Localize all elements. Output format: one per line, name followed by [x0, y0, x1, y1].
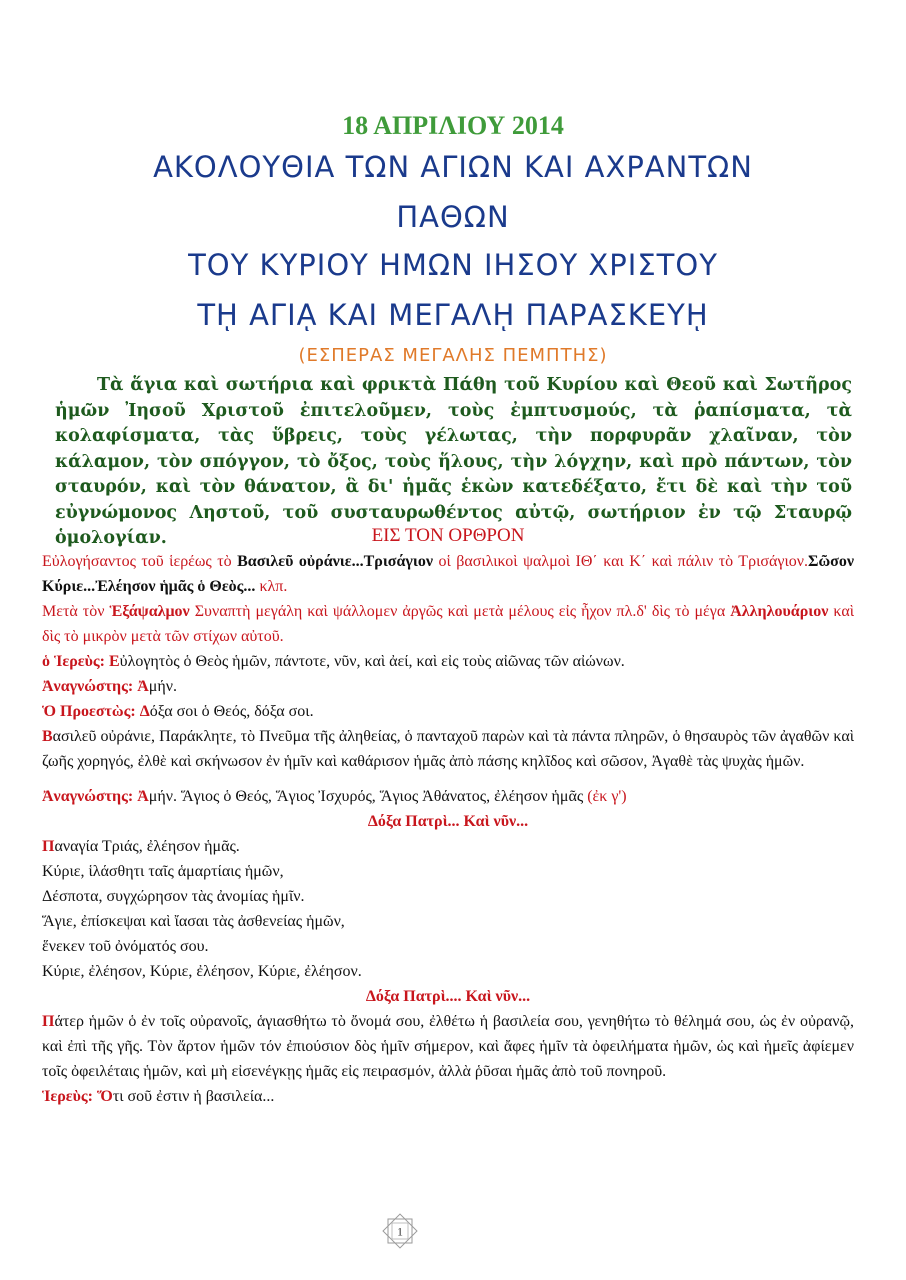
dialogue-presider — [42, 699, 854, 724]
prayer-text: Κύριε, ἱλάσθητι ταῖς ἁμαρτίαις ἡμῶν, — [42, 863, 284, 880]
intro-paragraph: Τὰ ἅγια καὶ σωτήρια καὶ φρικτὰ Πάθη τοῦ Κυρίου καὶ Θεοῦ καὶ Σωτῆρος ἡμῶν Ἰησοῦ Χριστοῦ ἐπιτελοῦμεν, τοὺς ἐμπτυσμούς, τὰ ῥαπίσματα, τὰ κολαφίσματα, τὰς ὕβρεις, τοὺς γέλωτας, τὴν πορφυρᾶν χλαῖναν, τὸν κάλαμον, τὸν σπόγγον, τὸ ὄξος, τοὺς ἥλους, τὴν λόγχην, καὶ πρὸ πάντων, τὸν σταυρόν, καὶ τὸν θάνατον, ἃ δι' ἡμᾶς ἑκὼν κατεδέξατο, ἔτι δὲ καὶ τὴν τοῦ εὐγνώμονος Ληστοῦ, τοῦ συσταυρωθέντος αὐτῷ, σωτήριον ἐν τῷ Σταυρῷ ὁμολογίαν. — [55, 375, 852, 548]
initial-letter: Π — [42, 838, 55, 855]
service-date: 18 ΑΠΡΙΛΙΟΥ 2014 — [342, 111, 564, 140]
rubric-title: Σῶσον Κύριε... — [42, 553, 855, 595]
service-text — [42, 523, 854, 1109]
initial-letter: Ἀ — [137, 678, 149, 695]
rubric-text: Μετὰ τὸν — [42, 603, 110, 620]
prayer-text: Δέσποτα, συγχώρησον τὰς ἀνομίας ἡμῖν. — [42, 888, 305, 905]
initial-letter: Ἀ — [137, 788, 149, 805]
rubric-title: Ἑξάψαλμον — [109, 603, 190, 620]
speaker-label: Ἀναγνώστης: — [42, 788, 134, 805]
dialogue-text: μήν. — [148, 678, 177, 695]
rubric-title: Ἀλληλουάριον — [730, 603, 829, 620]
panagia-line — [42, 834, 854, 859]
page-number-ornament — [381, 1212, 419, 1250]
initial-letter: Ε — [109, 653, 120, 670]
ekphonesis-text: τι σοῦ ἐστιν ἡ βασιλεία... — [112, 1088, 275, 1105]
title-line-1: ΑΚΟΛΟΥΘΙΑ ΤΩΝ ΑΓΙΩΝ ΚΑΙ ΑΧΡΑΝΤΩΝ — [153, 150, 753, 184]
prayer-text: άτερ ἡμῶν ὁ ἐν τοῖς οὐρανοῖς, ἁγιασθήτω τὸ ὄνομά σου, ἐλθέτω ἡ βασιλεία σου, γενηθήτω τὸ θέλημά σου, ὡς ἐν οὐρανῷ, καὶ ἐπὶ τῆς γῆς. Τὸν ἄρτον ἡμῶν τόν ἐπιούσιον δὸς ἡμῖν σήμερον, καὶ ἄφες ἡμῖν τὰ ὀφειλήματα ἡμῶν, ὡς καὶ ἡμεῖς ἀφίεμεν τοῖς ὀφειλέταις ἡμῶν, καὶ μὴ εἰσενέγκῃς ἡμᾶς εἰς πειρασμόν, ἀλλὰ ῥῦσαι ἡμᾶς ἀπὸ τοῦ πονηροῦ. — [42, 1013, 854, 1080]
dialogue-reader — [42, 674, 854, 699]
rubric-text: Εὐλογήσαντος τοῦ ἱερέως τὸ — [42, 553, 238, 570]
speaker-label: Ἱερεὺς: — [42, 1088, 93, 1105]
prayer-text: αναγία Τριάς, ἐλέησον ἡμᾶς. — [54, 838, 240, 855]
ornament-icon — [381, 1212, 419, 1250]
ekphonesis-line — [42, 1084, 854, 1109]
initial-letter: Π — [42, 1013, 55, 1030]
speaker-label: ὁ Ἱερεὺς: — [42, 653, 105, 670]
speaker-label: Ἀναγνώστης: — [42, 678, 134, 695]
lords-prayer — [42, 1009, 854, 1084]
heading-orthros: ΕΙΣ ΤΟΝ ΟΡΘΡΟΝ — [371, 525, 525, 546]
trisagion-text: μήν. Ἅγιος ὁ Θεός, Ἅγιος Ἰσχυρός, Ἅγιος Ἀθάνατος, ἐλέησον ἡμᾶς — [148, 788, 588, 805]
subtitle: (ΕΣΠΕΡΑΣ ΜΕΓΑΛΗΣ ΠΕΜΠΤΗΣ) — [298, 345, 608, 366]
initial-letter: Δ — [139, 703, 150, 720]
prayer-heavenly-king — [42, 724, 854, 774]
page-number: 1 — [397, 1224, 403, 1239]
prayer-text: ἕνεκεν τοῦ ὀνόματός σου. — [42, 938, 209, 955]
panagia-line — [42, 959, 854, 984]
repeat-note: (ἐκ γ') — [587, 788, 627, 805]
prayer-text: Ἅγιε, ἐπίσκεψαι καὶ ἴασαι τὰς ἀσθενείας ἡμῶν, — [42, 913, 345, 930]
doxology-heading: Δόξα Πατρὶ... Καὶ νῦν... — [367, 813, 529, 830]
speaker-label: Ὁ Προεστὼς: — [42, 703, 136, 720]
rubric-text: οἱ βασιλικοὶ ψαλμοὶ ΙΘ΄ και Κ΄ καὶ πάλιν τὸ Τρισάγιον. — [433, 553, 808, 570]
dialogue-text: όξα σοι ὁ Θεός, δόξα σοι. — [149, 703, 314, 720]
initial-letter: Ὅ — [97, 1088, 113, 1105]
rubric-hexapsalmos — [42, 599, 854, 649]
doxology-heading: Δόξα Πατρὶ.... Καὶ νῦν... — [365, 988, 531, 1005]
rubric-text: καὶ δὶς τὸ μικρὸν μετὰ τῶν στίχων αὐτοῦ. — [42, 603, 855, 645]
initial-letter: Β — [42, 728, 53, 745]
rubric-title: Βασιλεῦ οὐράνιε...Τρισάγιον — [237, 553, 434, 570]
rubric-text: Συναπτὴ μεγάλη καὶ ψάλλομεν ἀργῶς καὶ μετὰ μέλους εἰς ἦχον πλ.δ' δὶς τὸ μέγα — [189, 603, 731, 620]
trisagion-line — [42, 784, 854, 809]
rubric-trisagion — [42, 549, 854, 599]
panagia-line — [42, 934, 854, 959]
prayer-text: Κύριε, ἐλέησον, Κύριε, ἐλέησον, Κύριε, ἐλέησον. — [42, 963, 362, 980]
dialogue-priest — [42, 649, 854, 674]
panagia-line — [42, 909, 854, 934]
spacer — [42, 774, 854, 784]
title-line-2: ΠΑΘΩΝ — [396, 200, 510, 234]
rubric-text: κλπ. — [255, 578, 288, 595]
panagia-line — [42, 859, 854, 884]
prayer-text: ασιλεῦ οὐράνιε, Παράκλητε, τὸ Πνεῦμα τῆς ἀληθείας, ὁ πανταχοῦ παρὼν καὶ τὰ πάντα πληρῶν, ὁ θησαυρὸς τῶν ἀγαθῶν καὶ ζωῆς χορηγός, ἐλθὲ καὶ σκήνωσον ἐν ἡμῖν καὶ καθάρισον ἡμᾶς ἀπὸ πάσης κηλῖδος καὶ σῶσον, Ἀγαθὲ τὰς ψυχὰς ἡμῶν. — [42, 728, 854, 770]
title-line-4: Τῌ ΑΓΙᾼ ΚΑΙ ΜΕΓΑΛῌ ΠΑΡΑΣΚΕΥῌ — [197, 298, 709, 332]
panagia-line — [42, 884, 854, 909]
title-line-3: ΤΟΥ ΚΥΡΙΟΥ ΗΜΩΝ ΙΗΣΟΥ ΧΡΙΣΤΟΥ — [188, 248, 718, 282]
dialogue-text: ὐλογητὸς ὁ Θεὸς ἡμῶν, πάντοτε, νῦν, καὶ ἀεί, καὶ εἰς τοὺς αἰῶνας τῶν αἰώνων. — [119, 653, 625, 670]
rubric-title: Ἐλέησον ἡμᾶς ὁ Θεὸς... — [95, 578, 256, 595]
